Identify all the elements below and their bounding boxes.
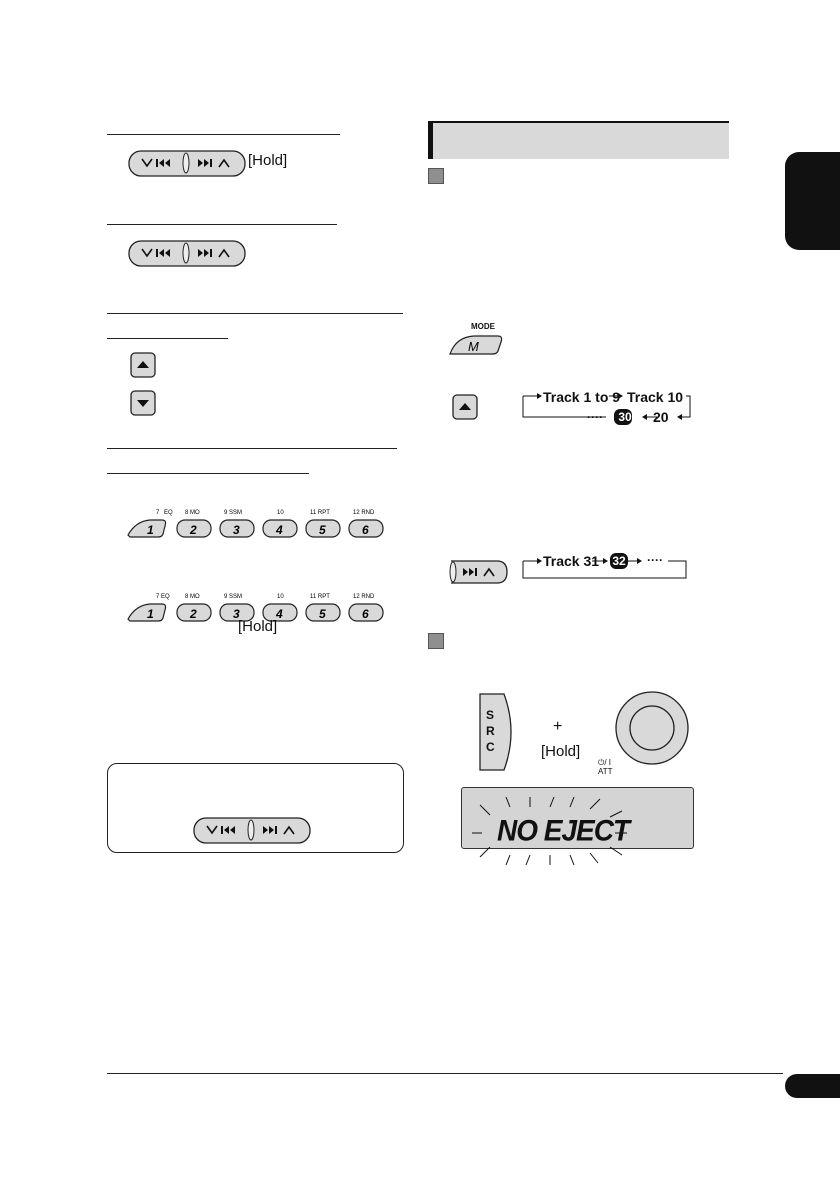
- section-marker: [428, 633, 444, 649]
- preset-button-1: [128, 510, 173, 537]
- track-label-c: 20: [653, 409, 669, 425]
- svg-text:3: 3: [233, 607, 240, 621]
- mode-button[interactable]: [446, 334, 504, 356]
- svg-text:12 RND: 12 RND: [353, 594, 375, 600]
- preset-button-6: [349, 510, 383, 537]
- skip-button[interactable]: [193, 817, 311, 844]
- preset-button-5: [306, 510, 340, 537]
- preset-button-6: [349, 594, 383, 621]
- skip-button[interactable]: [128, 150, 246, 177]
- skip-forward-button[interactable]: [447, 560, 509, 584]
- preset-button-2: [177, 510, 211, 537]
- heading-rule: [107, 224, 337, 225]
- svg-text:10: 10: [277, 594, 284, 600]
- svg-text:7: 7: [156, 510, 160, 516]
- hold-label: [Hold]: [238, 618, 278, 635]
- svg-text:4: 4: [276, 523, 283, 537]
- svg-text:6: 6: [362, 607, 369, 621]
- track-dots: ····: [647, 553, 663, 567]
- svg-text:5: 5: [319, 607, 326, 621]
- svg-text:5: 5: [319, 523, 326, 537]
- track-label-b: Track 10: [627, 389, 684, 405]
- svg-text:11 RPT: 11 RPT: [310, 594, 330, 600]
- track-label-a: Track 1 to 9: [543, 389, 621, 405]
- track-dots: ····: [587, 410, 603, 424]
- heading-rule: [107, 313, 403, 314]
- down-button[interactable]: [130, 390, 156, 416]
- svg-text:2: 2: [190, 523, 197, 537]
- page-number-pill: [785, 1074, 840, 1098]
- preset-button-1: [128, 594, 170, 621]
- src-button[interactable]: [478, 692, 520, 772]
- heading-rule: [107, 338, 228, 339]
- svg-text:10: 10: [277, 510, 284, 516]
- svg-text:4: 4: [276, 607, 283, 621]
- up-button[interactable]: [130, 352, 156, 378]
- preset-button-2: [177, 594, 211, 621]
- footer-rule: [107, 1073, 783, 1074]
- no-eject-text: NO EJECT: [497, 814, 630, 847]
- svg-text:8 MO: 8 MO: [185, 594, 200, 600]
- src-letter-s: S: [486, 708, 495, 722]
- svg-text:7 EQ: 7 EQ: [156, 594, 170, 600]
- src-letter-r: R: [486, 724, 495, 738]
- preset-button-3: [220, 594, 254, 621]
- mode-label: MODE: [471, 322, 495, 331]
- heading-rule: [107, 448, 397, 449]
- svg-text:3: 3: [233, 523, 240, 537]
- section-marker: [428, 168, 444, 184]
- hold-label: [Hold]: [248, 152, 288, 169]
- plus-sign: +: [553, 718, 563, 735]
- svg-text:2: 2: [190, 607, 197, 621]
- svg-text:12 RND: 12 RND: [353, 510, 375, 516]
- heading-rule: [107, 473, 309, 474]
- preset-button-4: [263, 510, 297, 537]
- power-att-label: ⏻/ I: [598, 758, 611, 767]
- preset-button-3: [220, 510, 254, 537]
- track-badge: 30: [618, 410, 632, 424]
- svg-text:1: 1: [147, 523, 154, 537]
- svg-text:8 MO: 8 MO: [185, 510, 200, 516]
- track-badge: 32: [612, 554, 626, 568]
- svg-text:9 SSM: 9 SSM: [224, 594, 243, 600]
- svg-text:1: 1: [147, 607, 154, 621]
- svg-text:9 SSM: 9 SSM: [224, 510, 243, 516]
- att-label: ATT: [598, 767, 613, 776]
- up-button[interactable]: [452, 394, 478, 420]
- preset-button-4: [263, 594, 297, 621]
- preset-button-5: [306, 594, 340, 621]
- language-tab: [785, 152, 840, 250]
- skip-button[interactable]: [128, 240, 246, 267]
- section-header-bar: [428, 121, 729, 159]
- hold-label: [Hold]: [541, 743, 581, 760]
- heading-rule: [107, 134, 340, 135]
- preset-button-row[interactable]: [126, 506, 386, 540]
- control-dial[interactable]: [612, 690, 692, 770]
- track-label-31: Track 31: [543, 553, 600, 569]
- src-letter-c: C: [486, 740, 495, 754]
- svg-text:EQ: EQ: [164, 510, 173, 516]
- svg-text:6: 6: [362, 523, 369, 537]
- svg-text:11 RPT: 11 RPT: [310, 510, 330, 516]
- svg-text:M: M: [468, 339, 479, 354]
